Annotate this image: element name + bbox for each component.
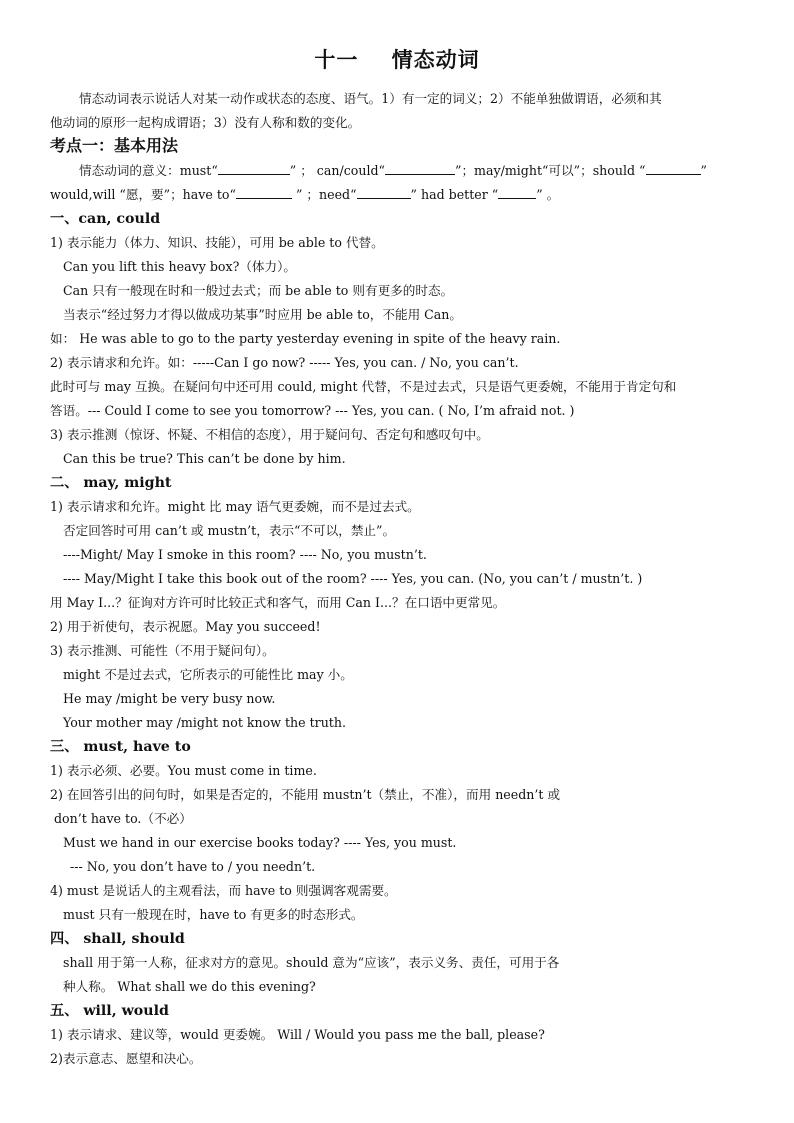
text-line: 此时可与 may 互换。在疑问句中还可用 could, might 代替，不是过去式，只是语气更委婉，不能用于肯定句和	[50, 379, 677, 394]
text-line: 否定回答时可用 can’t 或 mustn’t，表示“不可以，禁止”。	[63, 523, 396, 538]
fill-blank[interactable]	[236, 186, 292, 199]
meaning-text: ” ； can/could“	[289, 163, 385, 178]
fill-blank[interactable]	[357, 186, 411, 199]
text-line: 3) 表示推测（惊讶、怀疑、不相信的态度），用于疑问句、否定句和感叹句中。	[50, 427, 489, 442]
text-line: 答语。--- Could I come to see you tomorrow? --- Yes, you can. ( No, I’m afraid not. )	[50, 403, 575, 418]
meaning-text: ”	[700, 163, 707, 178]
section-heading-may-might: 二、 may, might	[50, 475, 172, 491]
fill-blank[interactable]	[218, 162, 290, 175]
text-line: 2) 表示请求和允许。如：-----Can I go now? ----- Yes, you can. / No, you can’t.	[50, 355, 519, 370]
text-line: Your mother may /might not know the truth.	[63, 715, 346, 730]
text-line: 1) 表示请求、建议等，would 更委婉。 Will / Would you pass me the ball, please?	[50, 1027, 545, 1042]
meaning-text: would,will “愿，要”；have to“	[50, 187, 236, 202]
meaning-text: ” ；need“	[291, 187, 357, 202]
text-line: He may /might be very busy now.	[63, 691, 276, 706]
text-line: Can this be true? This can’t be done by him.	[63, 451, 346, 466]
text-line: 1) 表示请求和允许。might 比 may 语气更委婉，而不是过去式。	[50, 499, 420, 514]
text-line: 1) 表示必须、必要。You must come in time.	[50, 763, 317, 778]
section-heading-can-could: 一、can, could	[50, 211, 161, 227]
fill-blank[interactable]	[385, 162, 455, 175]
text-line: Can you lift this heavy box?（体力）。	[63, 259, 296, 274]
intro-line-1: 情态动词表示说话人对某一动作或状态的态度、语气。1）有一定的词义；2）不能单独做谓语，必须和其	[79, 91, 662, 106]
text-line: 2) 用于祈使句，表示祝愿。May you succeed!	[50, 619, 321, 634]
meaning-row-1	[79, 162, 791, 180]
text-line: 如： He was able to go to the party yesterday evening in spite of the heavy rain.	[50, 331, 561, 346]
text-line: 1) 表示能力（体力、知识、技能），可用 be able to 代替。	[50, 235, 384, 250]
kaodian-heading: 考点一：基本用法	[50, 136, 179, 155]
text-line: 4) must 是说话人的主观看法，而 have to 则强调客观需要。	[50, 883, 397, 898]
text-line: might 不是过去式，它所表示的可能性比 may 小。	[63, 667, 353, 682]
fill-blank[interactable]	[498, 186, 536, 199]
text-line: 种人称。 What shall we do this evening?	[63, 979, 316, 994]
meaning-text: ” 。	[536, 187, 560, 202]
text-line: shall 用于第一人称，征求对方的意见。should 意为“应该”，表示义务、责任，可用于各	[63, 955, 560, 970]
section-heading-shall-should: 四、 shall, should	[50, 931, 185, 947]
text-line: ---- May/Might I take this book out of the room? ---- Yes, you can. (No, you can’t / mustn’t. )	[63, 571, 643, 586]
text-line: don’t have to.（不必）	[54, 811, 192, 826]
intro-line-2: 他动词的原形一起构成谓语；3）没有人称和数的变化。	[50, 115, 361, 130]
page-title: 十一 情态动词	[314, 47, 480, 72]
text-line: 2)表示意志、愿望和决心。	[50, 1051, 202, 1066]
text-line: 2) 在回答引出的问句时，如果是否定的，不能用 mustn’t（禁止，不准），而用 needn’t 或	[50, 787, 561, 802]
fill-blank[interactable]	[646, 162, 701, 175]
text-line: 3) 表示推测、可能性（不用于疑问句）。	[50, 643, 275, 658]
section-heading-will-would: 五、 will, would	[50, 1003, 169, 1019]
text-line: 用 May I...？征询对方许可时比较正式和客气，而用 Can I...？在口语中更常见。	[50, 595, 506, 610]
text-line: --- No, you don’t have to / you needn’t.	[70, 859, 316, 874]
meaning-row-2	[50, 186, 762, 204]
text-line: 当表示“经过努力才得以做成功某事”时应用 be able to，不能用 Can。	[63, 307, 463, 322]
text-line: must 只有一般现在时，have to 有更多的时态形式。	[63, 907, 364, 922]
text-line: Can 只有一般现在时和一般过去式；而 be able to 则有更多的时态。	[63, 283, 454, 298]
meaning-text: ”；may/might“可以”；should “	[455, 163, 646, 178]
text-line: ----Might/ May I smoke in this room? ---- No, you mustn’t.	[63, 547, 427, 562]
section-heading-must-have-to: 三、 must, have to	[50, 739, 191, 755]
text-line: Must we hand in our exercise books today? ---- Yes, you must.	[63, 835, 457, 850]
meaning-text: 情态动词的意义：must“	[79, 163, 218, 178]
meaning-text: ” had better “	[410, 187, 499, 202]
